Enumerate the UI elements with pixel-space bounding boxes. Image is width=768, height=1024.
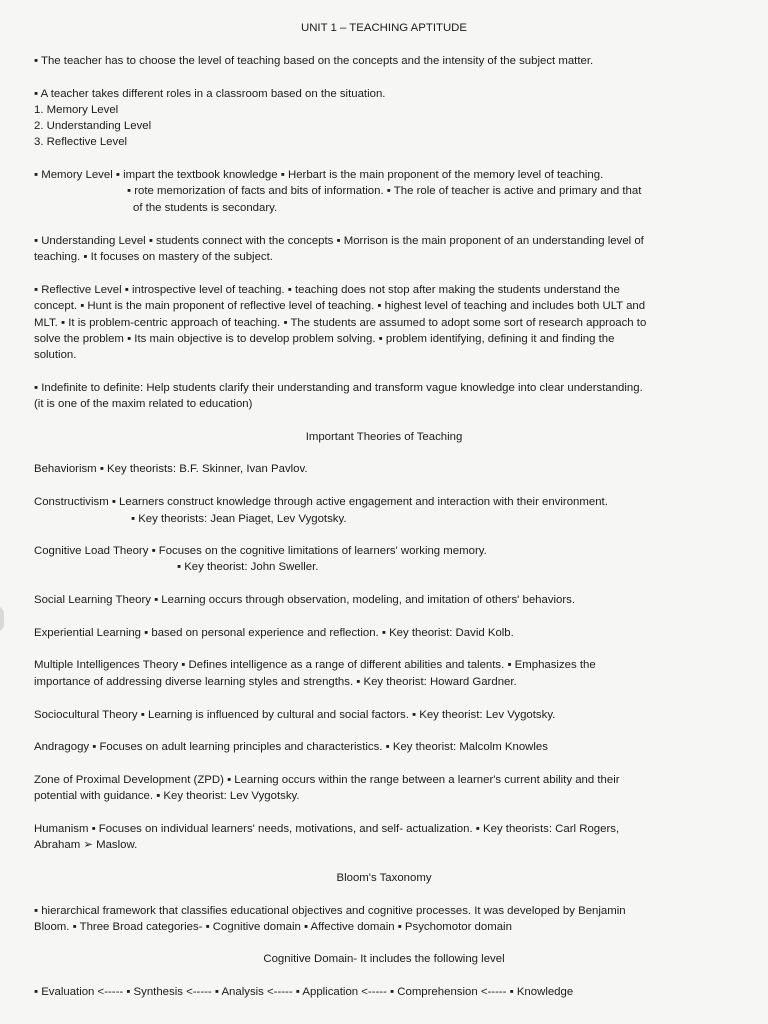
theory-experiential-learning: Experiential Learning ▪ based on personal experience and reflection. ▪ Key theorist: David Kolb. [34, 627, 514, 639]
understanding-level-line: ▪ Understanding Level ▪ students connect with the concepts ▪ Morrison is the main proponent of an understanding level of [34, 235, 644, 247]
paragraph-level-of-teaching: ▪ The teacher has to choose the level of teaching based on the concepts and the intensity of the subject matter. [34, 55, 594, 67]
bloom-line: Bloom. ▪ Three Broad categories- ▪ Cognitive domain ▪ Affective domain ▪ Psychomotor domain [34, 921, 512, 933]
memory-level-line: ▪ rote memorization of facts and bits of information. ▪ The role of teacher is active and primary and that [127, 185, 642, 197]
theory-humanism: Abraham ➢ Maslow. [34, 839, 138, 851]
bloom-line: ▪ hierarchical framework that classifies educational objectives and cognitive processes. It was developed by Benjamin [34, 905, 626, 917]
indefinite-definite-line: (it is one of the maxim related to education) [34, 398, 253, 410]
cognitive-domain-heading: Cognitive Domain- It includes the following level [263, 953, 505, 965]
theory-cognitive-load: Cognitive Load Theory ▪ Focuses on the cognitive limitations of learners' working memory. [34, 545, 487, 557]
theory-constructivism: ▪ Key theorists: Jean Piaget, Lev Vygotsky. [131, 513, 347, 525]
list-item: 2. Understanding Level [34, 120, 152, 132]
theories-heading: Important Theories of Teaching [305, 431, 463, 443]
memory-level-line: ▪ Memory Level ▪ impart the textbook knowledge ▪ Herbart is the main proponent of the memory level of teaching. [34, 169, 604, 181]
theory-multiple-intelligences: Multiple Intelligences Theory ▪ Defines intelligence as a range of different abilities and talents. ▪ Emphasizes the [34, 659, 596, 671]
reflective-level-line: solve the problem ▪ Its main objective is to develop problem solving. ▪ problem identifying, defining it and finding the [34, 333, 615, 345]
reflective-level-line: concept. ▪ Hunt is the main proponent of reflective level of teaching. ▪ highest level of teaching and includes both ULT and [34, 300, 646, 312]
memory-level-line: of the students is secondary. [133, 202, 278, 214]
reflective-level-line: ▪ Reflective Level ▪ introspective level of teaching. ▪ teaching does not stop after making the students understand the [34, 284, 620, 296]
theory-zpd: potential with guidance. ▪ Key theorist: Lev Vygotsky. [34, 790, 300, 802]
list-item: 3. Reflective Level [34, 136, 128, 148]
understanding-level-line: teaching. ▪ It focuses on mastery of the subject. [34, 251, 273, 263]
reflective-level-line: MLT. ▪ It is problem-centric approach of teaching. ▪ The students are assumed to adopt some sort of research approach to [34, 317, 647, 329]
theory-sociocultural: Sociocultural Theory ▪ Learning is influenced by cultural and social factors. ▪ Key theorist: Lev Vygotsky. [34, 709, 556, 721]
indefinite-definite-line: ▪ Indefinite to definite: Help students clarify their understanding and transform vague knowledge into clear understanding. [34, 382, 643, 394]
cognitive-levels-line: ▪ Evaluation <----- ▪ Synthesis <----- ▪ Analysis <----- ▪ Application <----- ▪ Comprehension <----- ▪ Knowledge [34, 986, 574, 998]
theory-social-learning: Social Learning Theory ▪ Learning occurs through observation, modeling, and imitation of others' behaviors. [34, 594, 576, 606]
theory-humanism: Humanism ▪ Focuses on individual learners' needs, motivations, and self- actualization. ▪ Key theorists: Carl Rogers, [34, 823, 620, 835]
theory-cognitive-load: ▪ Key theorist: John Sweller. [177, 561, 319, 573]
theory-multiple-intelligences: importance of addressing diverse learning styles and strengths. ▪ Key theorist: Howard Gardner. [34, 676, 517, 688]
theory-constructivism: Constructivism ▪ Learners construct knowledge through active engagement and interaction with their environment. [34, 496, 608, 508]
list-item: 1. Memory Level [34, 104, 119, 116]
theory-zpd: Zone of Proximal Development (ZPD) ▪ Learning occurs within the range between a learner's current ability and their [34, 774, 620, 786]
bloom-heading: Bloom's Taxonomy [336, 872, 432, 884]
reflective-level-line: solution. [34, 349, 77, 361]
theory-behaviorism: Behaviorism ▪ Key theorists: B.F. Skinner, Ivan Pavlov. [34, 463, 308, 475]
theory-andragogy: Andragogy ▪ Focuses on adult learning principles and characteristics. ▪ Key theorist: Malcolm Knowles [34, 741, 548, 753]
page-edge-shadow [0, 606, 4, 632]
paragraph-roles-intro: ▪ A teacher takes different roles in a classroom based on the situation. [34, 88, 386, 100]
document-title: UNIT 1 – TEACHING APTITUDE [300, 22, 468, 34]
